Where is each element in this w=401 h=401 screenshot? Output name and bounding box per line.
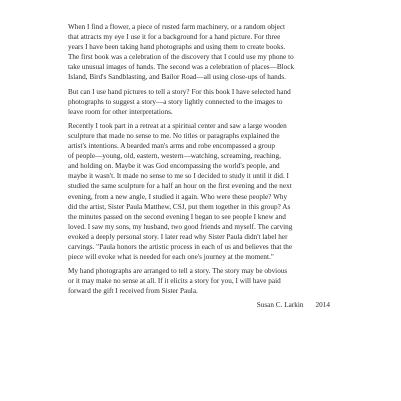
signature-line [68, 300, 332, 310]
author-name: Susan C. Larkin [256, 301, 304, 310]
paragraph-closing: My hand photographs are arranged to tell a story. The story may be obvious or it may make no sense at all. If it elicits a story for you, I will have paid forward the gift I received from Sister Paula. [68, 267, 288, 296]
signature-year: 2014 [315, 301, 330, 310]
paragraph-retreat: Recently I took part in a retreat at a spiritual center and saw a large wooden sculpture that made no sense to me. No titles or paragraphs explained the artist's intentions. A bearded man's arms and robe encompassed a group of people—young, old, eastern, western—watching, screaming, reaching, and holding on. Maybe it was God encompassing the world's people, and maybe it wasn't. It made no sense to me so I decided to study it until it did. I studied the same sculpture for a half an hour on the first evening and the next evening, from a new angle, I studied it again. Who were these people? Why did the artist, Sister Paula Matthew, CSJ, put them together in this group? As the minutes passed on the second evening I began to see people I knew and loved. I saw my sons, my husband, two good friends and myself. The carving evoked a deeply personal story. I later read why Sister Paula didn't label her carvings. "Paula honors the artistic process in each of us and believes that the piece will evoke what is needed for each one's journey at the moment." [68, 121, 293, 262]
paragraph-intro: When I find a flower, a piece of rusted farm machinery, or a random object that attracts my eye I use it for a background for a hand picture. For three years I have been taking hand photographs and using them to create books. The first book was a celebration of the discovery that I could use my phone to take unusual images of hands. The second was a celebration of places—Block Island, Bird's Sandblasting, and Bailor Road—all using close-ups of hands. [68, 23, 295, 82]
paragraph-question: But can I use hand pictures to tell a story? For this book I have selected hand photographs to suggest a story—a story lightly connected to the images to leave room for other interpretations. [68, 87, 291, 116]
document-body [68, 22, 332, 311]
